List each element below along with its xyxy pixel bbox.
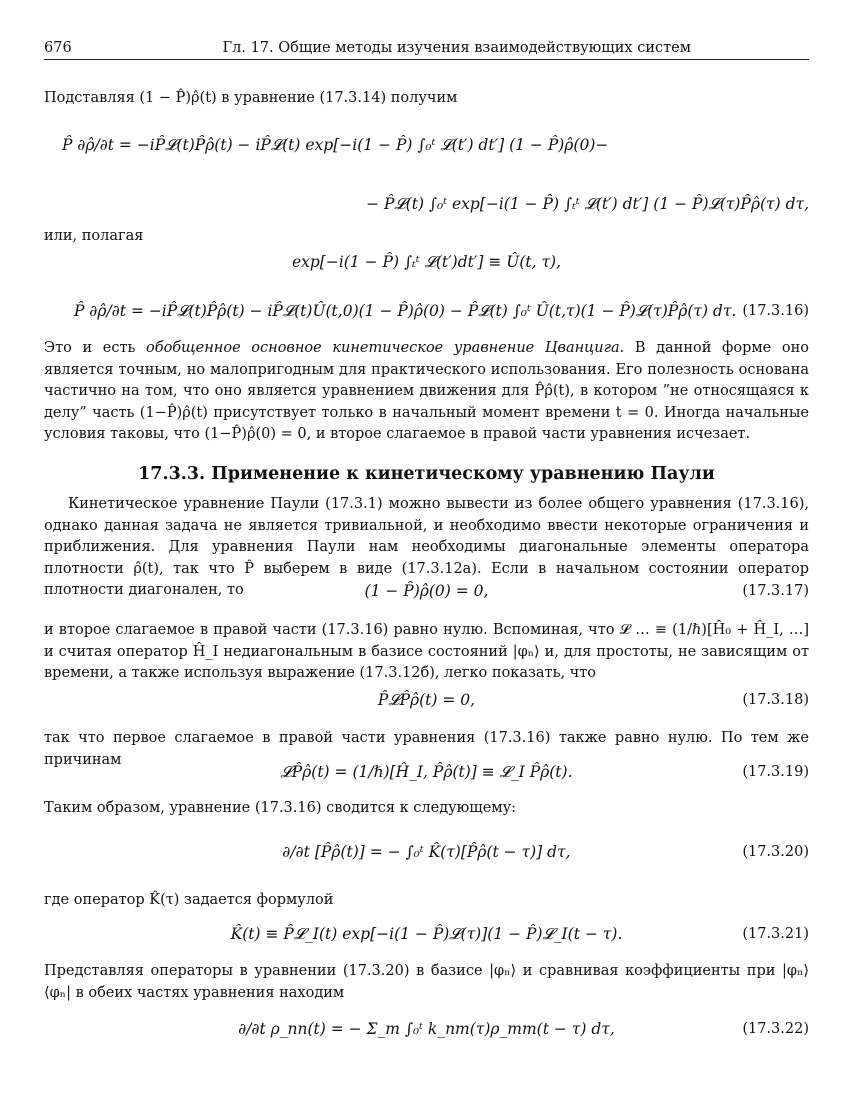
eq-number-22: (17.3.22) <box>742 1021 809 1037</box>
running-title: Гл. 17. Общие методы изучения взаимодействующих систем <box>222 40 691 56</box>
paragraph-reduces: Таким образом, уравнение (17.3.16) сводится к следующему: <box>44 800 517 816</box>
paragraph-basis: Представляя операторы в уравнении (17.3.20) в базисе |φₙ⟩ и сравнивая коэффициенты при |φₙ⟩⟨φₙ| в обеих частях уравнения находим <box>44 963 809 1001</box>
paragraph-operator-K: где оператор K̂(τ) задается формулой <box>44 892 334 908</box>
eq-number-19: (17.3.19) <box>742 764 809 780</box>
eq-number-16: (17.3.16) <box>742 303 809 319</box>
paragraph-pauli-intro: Кинетическое уравнение Паули (17.3.1) можно вывести из более общего уравнения (17.3.16), однако данная задача не является тривиальной, и необходимо ввести некоторые ограничения и приближения. Для уравнения Паули нам необходимы диагональные элементы оператора плотности ρ̂(t), так что P̂ выберем в виде (17.3.12а). Если в начальном состоянии оператор плотности диагонален, то <box>44 496 809 598</box>
book-page: 676 Гл. 17. Общие методы изучения взаимодействующих систем Подставляя (1 − P̂)ρ̂(t) в уравнение (17.3.14) получим P̂ ∂ρ̂/∂t = −iP̂𝓛(t)P̂ρ̂(t) − iP̂𝓛(t) exp[−i(1 − P̂) ∫₀ᵗ 𝓛(t′) dt′] (1 − P̂)ρ̂(0)− − P̂𝓛(t) ∫₀ᵗ exp[−i(1 − P̂) ∫ₜᵗ 𝓛(t′) dt′] (1 − P̂)𝓛(τ)P̂ρ̂(τ) dτ, или, полагая exp[−i(1 − P̂) ∫ₜᵗ 𝓛(t′)dt′] ≡ Û(t, τ), P̂ ∂ρ̂/∂t = −iP̂𝓛(t)P̂ρ̂(t) − iP̂𝓛(t)Û(t,0)(1 − P̂)ρ̂(0) − P̂𝓛(t) ∫₀ᵗ Û(t,τ)(1 − P̂)𝓛(τ)P̂ρ̂(τ) dτ. (17.3.16) Это и есть обобщенное основное кинетическое уравнение Цванцига. В данной форме оно является точным, но малопригодным для практического использования. Его полезность основана частично на том, что оно является уравнением движения для P̂ρ̂(t), в котором ”не относящаяся к делу” часть (1−P̂)ρ̂(t) присутствует только в начальный момент времени t = 0. Иногда начальные условия таковы, что (1−P̂)ρ̂(0) = 0, и второе слагаемое в правой части уравнения исчезает. 17.3.3. Применение к кинетическому уравнению Паули Кинетическое уравнение Паули (17.3.1) можно вывести из более общего уравнения (17.3.16), однако данная задача не является тривиальной, и необходимо ввести некоторые ограничения и приближения. Для уравнения Паули нам необходимы диагональные элементы оператора плотности ρ̂(t), так что P̂ выберем в виде (17.3.12а). Если в начальном состоянии оператор плотности диагонален, то (1 − P̂)ρ̂(0) = 0, (17.3.17) и второе слагаемое в правой части (17.3.16) равно нулю. Вспоминая, что 𝓛 … ≡ (1/ℏ)[Ĥ₀ + Ĥ_I, …] и считая оператор Ĥ_I недиагональным в базисе состояний |φₙ⟩ и, для простоты, не зависящим от времени, а также используя выражение (17.3.12б), легко показать, что P̂𝓛P̂ρ̂(t) = 0, (17.3.18) так что первое слагаемое в правой части уравнения (17.3.16) также равно нулю. По тем же причинам 𝓛P̂ρ̂(t) = (1/ℏ)[Ĥ_I, P̂ρ̂(t)] ≡ 𝓛_I P̂ρ̂(t). (17.3.19) Таким образом, уравнение (17.3.16) сводится к следующему: ∂/∂t [P̂ρ̂(t)] = − ∫₀ᵗ K̂(τ)[P̂ρ̂(t − τ)] dτ, (17.3.20) где оператор K̂(τ) задается формулой K̂(t) ≡ P̂𝓛_I(t) exp[−i(1 − P̂)𝓛(τ)](1 − P̂)𝓛_I(t − τ). (17.3.21) Представляя операторы в уравнении (17.3.20) в базисе |φₙ⟩ и сравнивая коэффициенты при |φₙ⟩⟨φₙ| в обеих частях уравнения находим ∂/∂t ρ_nn(t) = − Σ_m ∫₀ᵗ k_nm(τ)ρ_mm(t − τ) dτ, (17.3.22) <box>44 40 809 1038</box>
paragraph-second-term: и второе слагаемое в правой части (17.3.16) равно нулю. Вспоминая, что 𝓛 … ≡ (1/ℏ)[Ĥ₀ + Ĥ_I, …] и считая оператор Ĥ_I недиагональным в базисе состояний |φₙ⟩ и, для простоты, не зависящим от времени, а также используя выражение (17.3.12б), легко показать, что <box>44 622 809 681</box>
section-heading: 17.3.3. Применение к кинетическому уравнению Паули <box>138 464 715 484</box>
eq-number-17: (17.3.17) <box>742 583 809 599</box>
page-number: 676 <box>44 40 72 56</box>
term-zwanzig: обобщенное основное кинетическое уравнение Цванцига. <box>146 340 625 356</box>
paragraph-zwanzig: Это и есть обобщенное основное кинетическое уравнение Цванцига. В данной форме оно является точным, но малопригодным для практического использования. Его полезность основана частично на том, что оно является уравнением движения для P̂ρ̂(t), в котором ”не относящаяся к делу” часть (1−P̂)ρ̂(t) присутствует только в начальный момент времени t = 0. Иногда начальные условия таковы, что (1−P̂)ρ̂(0) = 0, и второе слагаемое в правой части уравнения исчезает. <box>44 340 809 442</box>
paragraph-first-term: так что первое слагаемое в правой части уравнения (17.3.16) также равно нулю. По тем же причинам <box>44 730 809 768</box>
eq-number-18: (17.3.18) <box>742 692 809 708</box>
intro-line: Подставляя (1 − P̂)ρ̂(t) в уравнение (17.3.14) получим <box>44 90 458 106</box>
eq-number-20: (17.3.20) <box>742 844 809 860</box>
or-setting-text: или, полагая <box>44 228 144 244</box>
eq-number-21: (17.3.21) <box>742 926 809 942</box>
